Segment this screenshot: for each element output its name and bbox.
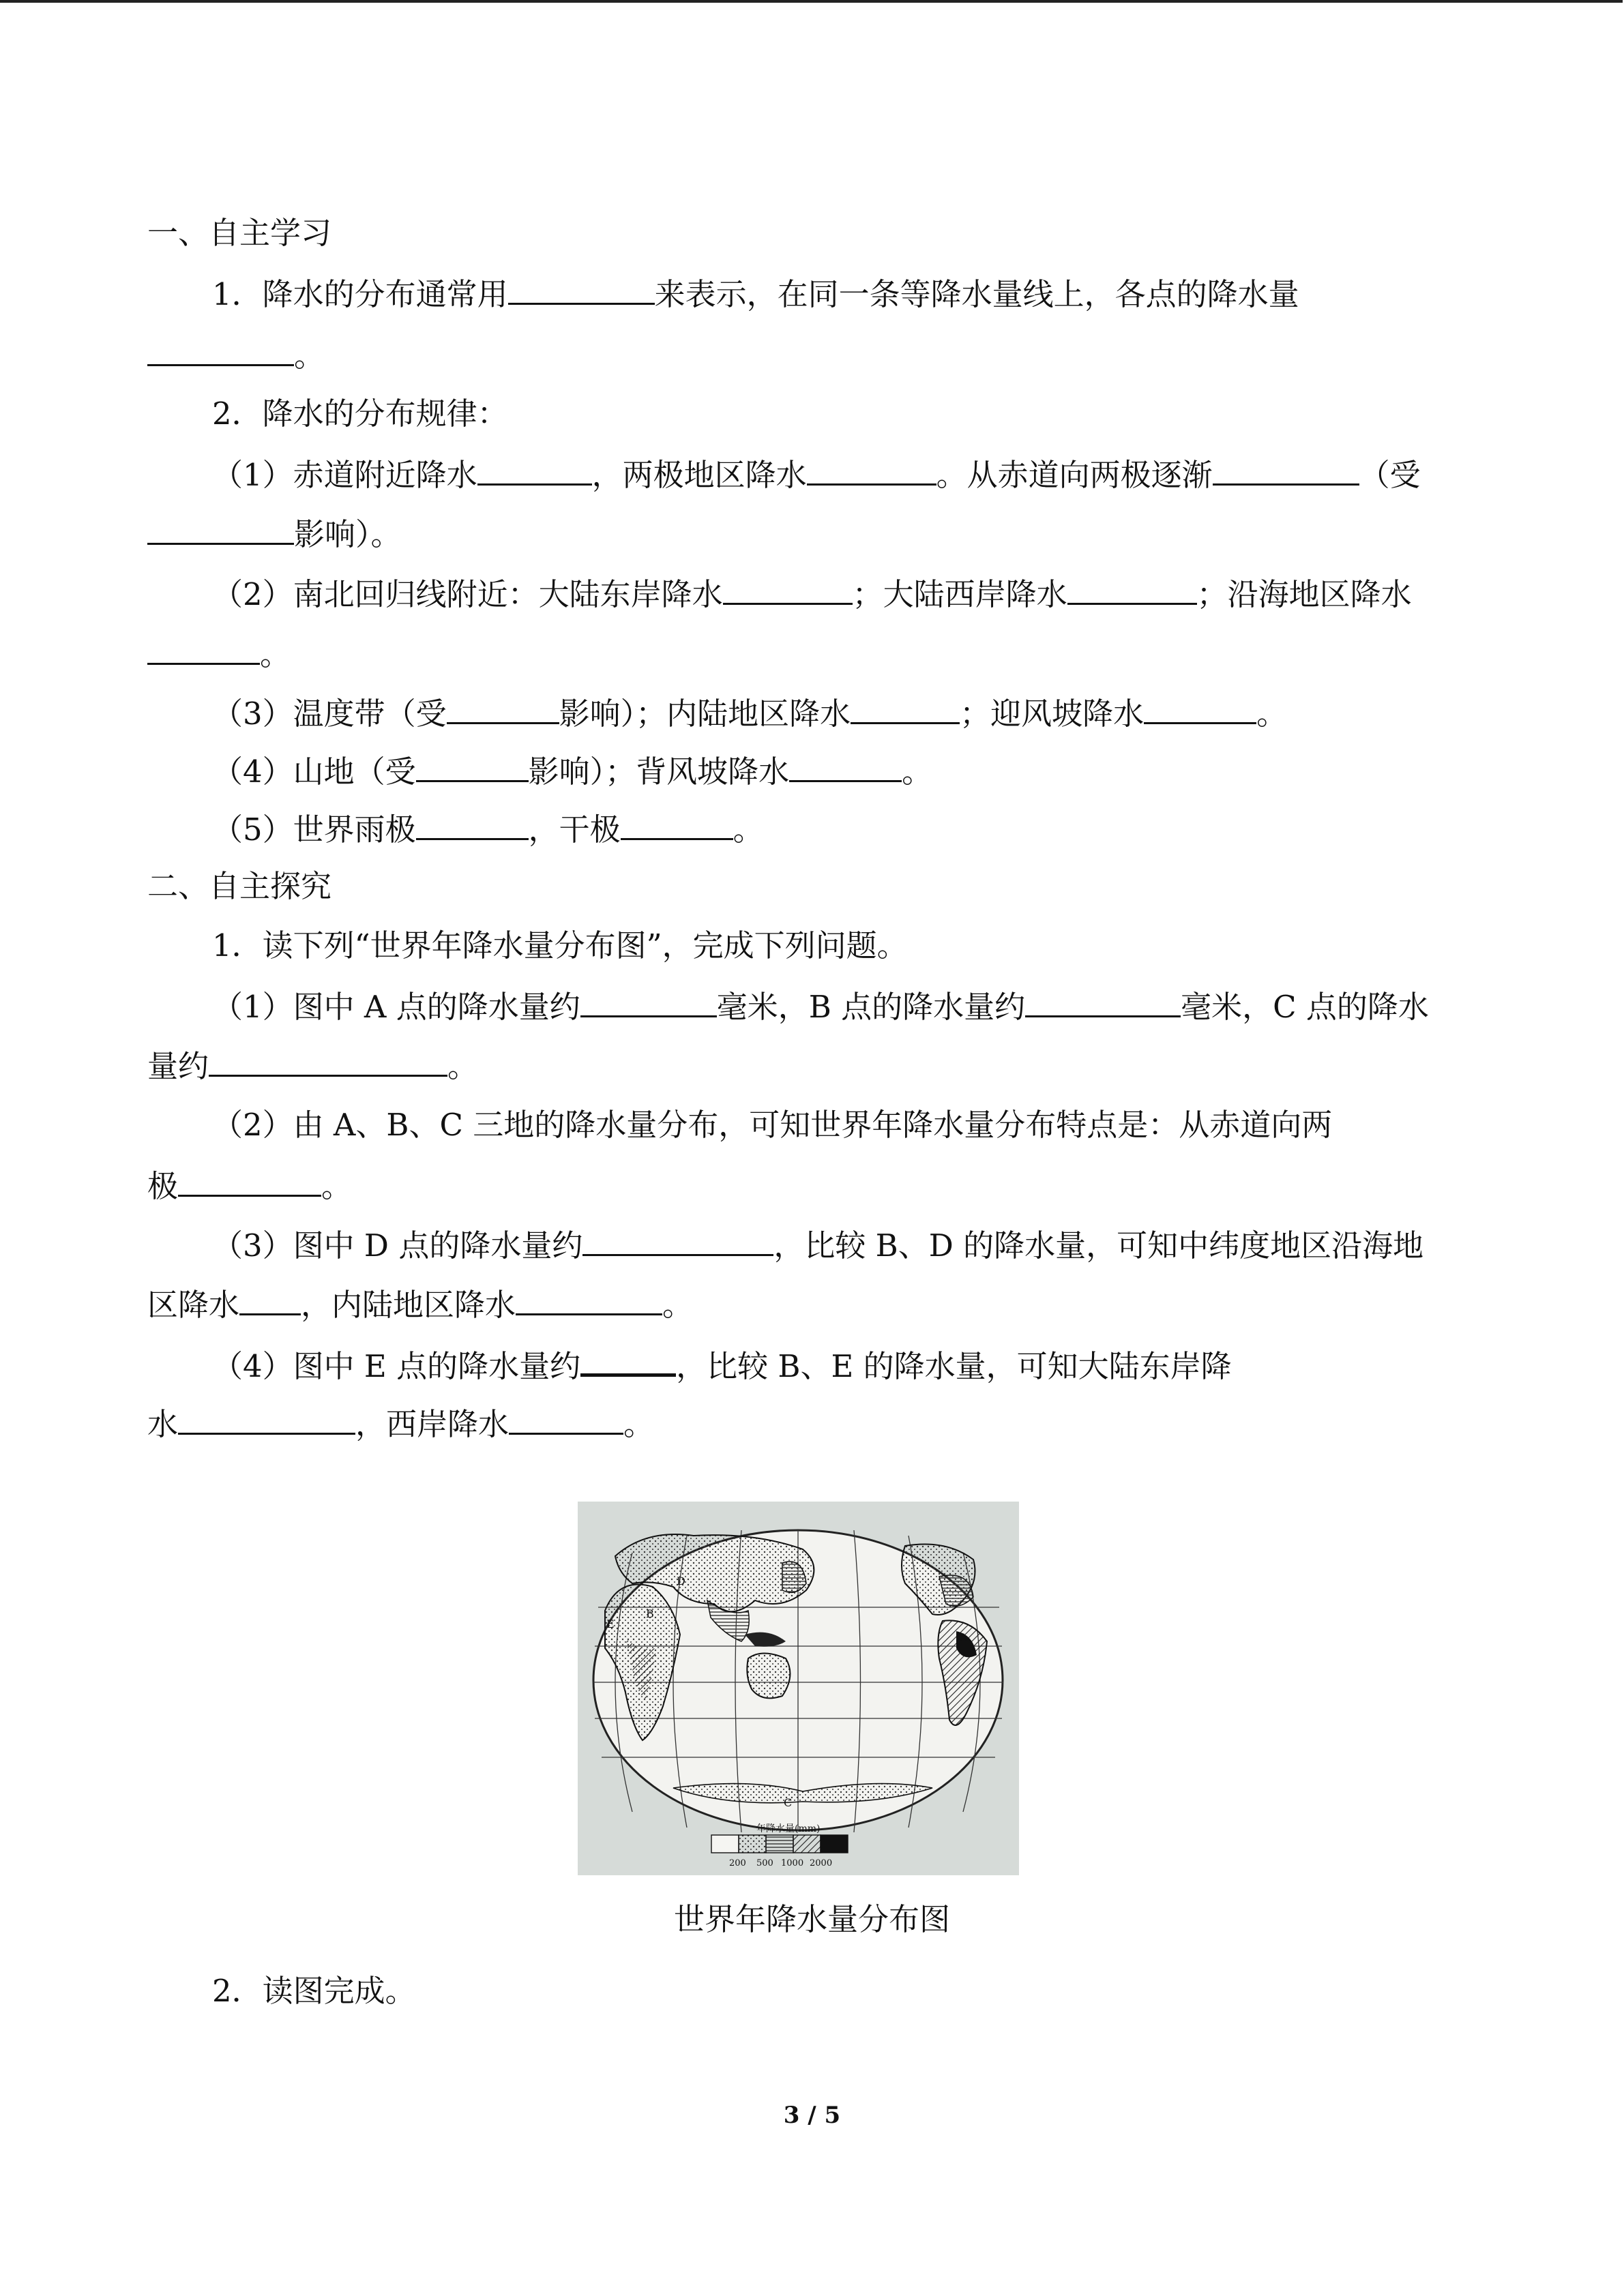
s1-r1-line2	[147, 513, 402, 554]
top-border	[0, 0, 1623, 3]
answer-blank[interactable]	[851, 692, 960, 724]
text: 来表示，在同一条等降水量线上，各点的降水量	[654, 276, 1299, 312]
text: ，两极地区降水	[591, 457, 807, 493]
answer-blank[interactable]	[580, 985, 717, 1017]
answer-blank[interactable]	[621, 808, 733, 840]
answer-blank[interactable]	[516, 1283, 662, 1315]
answer-blank[interactable]	[416, 750, 529, 782]
page-number: 3 / 5	[783, 2102, 841, 2129]
answer-blank[interactable]	[477, 453, 592, 486]
section2-heading	[147, 866, 331, 907]
answer-blank[interactable]	[147, 513, 294, 545]
text: 。从赤道向两极逐渐	[936, 457, 1213, 493]
text: （受	[1359, 457, 1421, 493]
s2-s3-line2	[147, 1283, 693, 1324]
answer-blank[interactable]	[807, 453, 936, 486]
text: ，内陆地区降水	[301, 1287, 516, 1323]
answer-blank[interactable]	[582, 1224, 773, 1256]
answer-blank[interactable]	[147, 334, 294, 366]
answer-blank[interactable]	[416, 808, 529, 840]
world-precipitation-map	[578, 1502, 1019, 1875]
text: 。	[902, 754, 933, 790]
text: 1．读下列“世界年降水量分布图”，完成下列问题。	[212, 927, 908, 964]
answer-blank[interactable]	[209, 1045, 447, 1077]
text: 。	[321, 1168, 353, 1204]
s2-q2-title	[212, 1971, 416, 2012]
text: 影响）；背风坡降水	[528, 754, 790, 790]
s1-r4	[212, 750, 932, 791]
legend-tick: 1000	[781, 1858, 804, 1868]
map-label-b: B	[646, 1607, 654, 1620]
text: 2．降水的分布规律：	[212, 396, 508, 432]
text: （3）温度带（受	[212, 696, 447, 732]
s1-r2-line2	[147, 633, 291, 674]
s2-s1-line2	[147, 1045, 478, 1086]
text: （5）世界雨极	[212, 811, 416, 848]
text: 。	[733, 811, 764, 848]
s2-s2-line1	[212, 1105, 1332, 1146]
map-label-a: A	[960, 1631, 968, 1644]
answer-blank[interactable]	[789, 750, 902, 782]
text: ；迎风坡降水	[960, 696, 1145, 732]
legend-tick: 500	[756, 1858, 773, 1868]
text: 区降水	[147, 1287, 240, 1323]
section2-heading-text: 二、自主探究	[147, 868, 332, 904]
s2-q1-title	[212, 925, 908, 966]
legend-tick: 2000	[810, 1858, 833, 1868]
s2-s4-line1	[212, 1343, 1232, 1384]
s1-r1-line1	[212, 453, 1421, 494]
text: 影响）；内陆地区降水	[559, 696, 851, 732]
text: ，比较 B、D 的降水量，可知中纬度地区沿海地	[773, 1227, 1424, 1264]
text: 。	[1256, 696, 1288, 732]
answer-blank[interactable]	[509, 1403, 623, 1435]
text: 2．读图完成。	[212, 1973, 416, 2009]
text: 水	[147, 1406, 179, 1442]
answer-blank[interactable]	[580, 1343, 676, 1377]
section1-heading	[147, 213, 331, 254]
s1-q1-line2	[147, 334, 325, 375]
s1-r3	[212, 692, 1287, 733]
answer-blank[interactable]	[178, 1165, 321, 1197]
answer-blank[interactable]	[723, 573, 853, 605]
answer-blank[interactable]	[447, 692, 559, 724]
text: 毫米，C 点的降水	[1181, 989, 1429, 1025]
text: 。	[294, 338, 325, 374]
answer-blank[interactable]	[508, 273, 655, 305]
figure-caption: 世界年降水量分布图	[673, 1901, 950, 1937]
text: 。	[623, 1406, 655, 1442]
text: ，干极	[528, 811, 621, 848]
text: 。	[260, 636, 291, 672]
s2-s1-line1	[212, 985, 1429, 1026]
australia-shape	[747, 1654, 790, 1699]
s1-r5	[212, 808, 764, 849]
text: 。	[662, 1287, 694, 1323]
text: ；沿海地区降水	[1196, 576, 1412, 612]
s1-q1-line1	[212, 273, 1299, 314]
answer-blank[interactable]	[239, 1283, 301, 1315]
text: ；大陆西岸降水	[852, 576, 1067, 612]
text: ，比较 B、E 的降水量，可知大陆东岸降	[676, 1348, 1232, 1384]
text: 毫米，B 点的降水量约	[716, 989, 1026, 1025]
text: （1）图中 A 点的降水量约	[212, 989, 580, 1025]
answer-blank[interactable]	[147, 633, 260, 665]
text: （4）图中 E 点的降水量约	[212, 1348, 581, 1384]
text: （4）山地（受	[212, 754, 416, 790]
text: （2）由 A、B、C 三地的降水量分布，可知世界年降水量分布特点是：从赤道向两	[212, 1107, 1333, 1143]
text: 量约	[147, 1048, 209, 1084]
s2-s2-line2	[147, 1165, 352, 1206]
answer-blank[interactable]	[1213, 453, 1359, 486]
s2-s3-line1	[212, 1224, 1423, 1265]
legend-tick: 200	[729, 1858, 746, 1868]
text: 1．降水的分布通常用	[212, 276, 508, 312]
answer-blank[interactable]	[1067, 573, 1197, 605]
section1-heading-text: 一、自主学习	[147, 215, 332, 251]
text: 极	[147, 1168, 179, 1204]
text: （3）图中 D 点的降水量约	[212, 1227, 583, 1264]
text: （2）南北回归线附近：大陆东岸降水	[212, 576, 723, 612]
answer-blank[interactable]	[178, 1403, 355, 1435]
text: 。	[447, 1048, 479, 1084]
map-label-d: D	[677, 1575, 685, 1587]
answer-blank[interactable]	[1144, 692, 1256, 724]
map-label-c: C	[784, 1796, 793, 1809]
text: 影响）。	[294, 516, 402, 552]
s1-r2-line1	[212, 573, 1412, 614]
map-image	[578, 1502, 1019, 1875]
text: （1）赤道附近降水	[212, 457, 477, 493]
text: ，西岸降水	[355, 1406, 510, 1442]
s2-s4-line2	[147, 1403, 654, 1444]
answer-blank[interactable]	[1025, 985, 1181, 1017]
map-label-e: E	[606, 1617, 615, 1630]
s1-q2-title	[212, 393, 508, 434]
legend-title: 年降水量(mm)	[756, 1823, 821, 1834]
